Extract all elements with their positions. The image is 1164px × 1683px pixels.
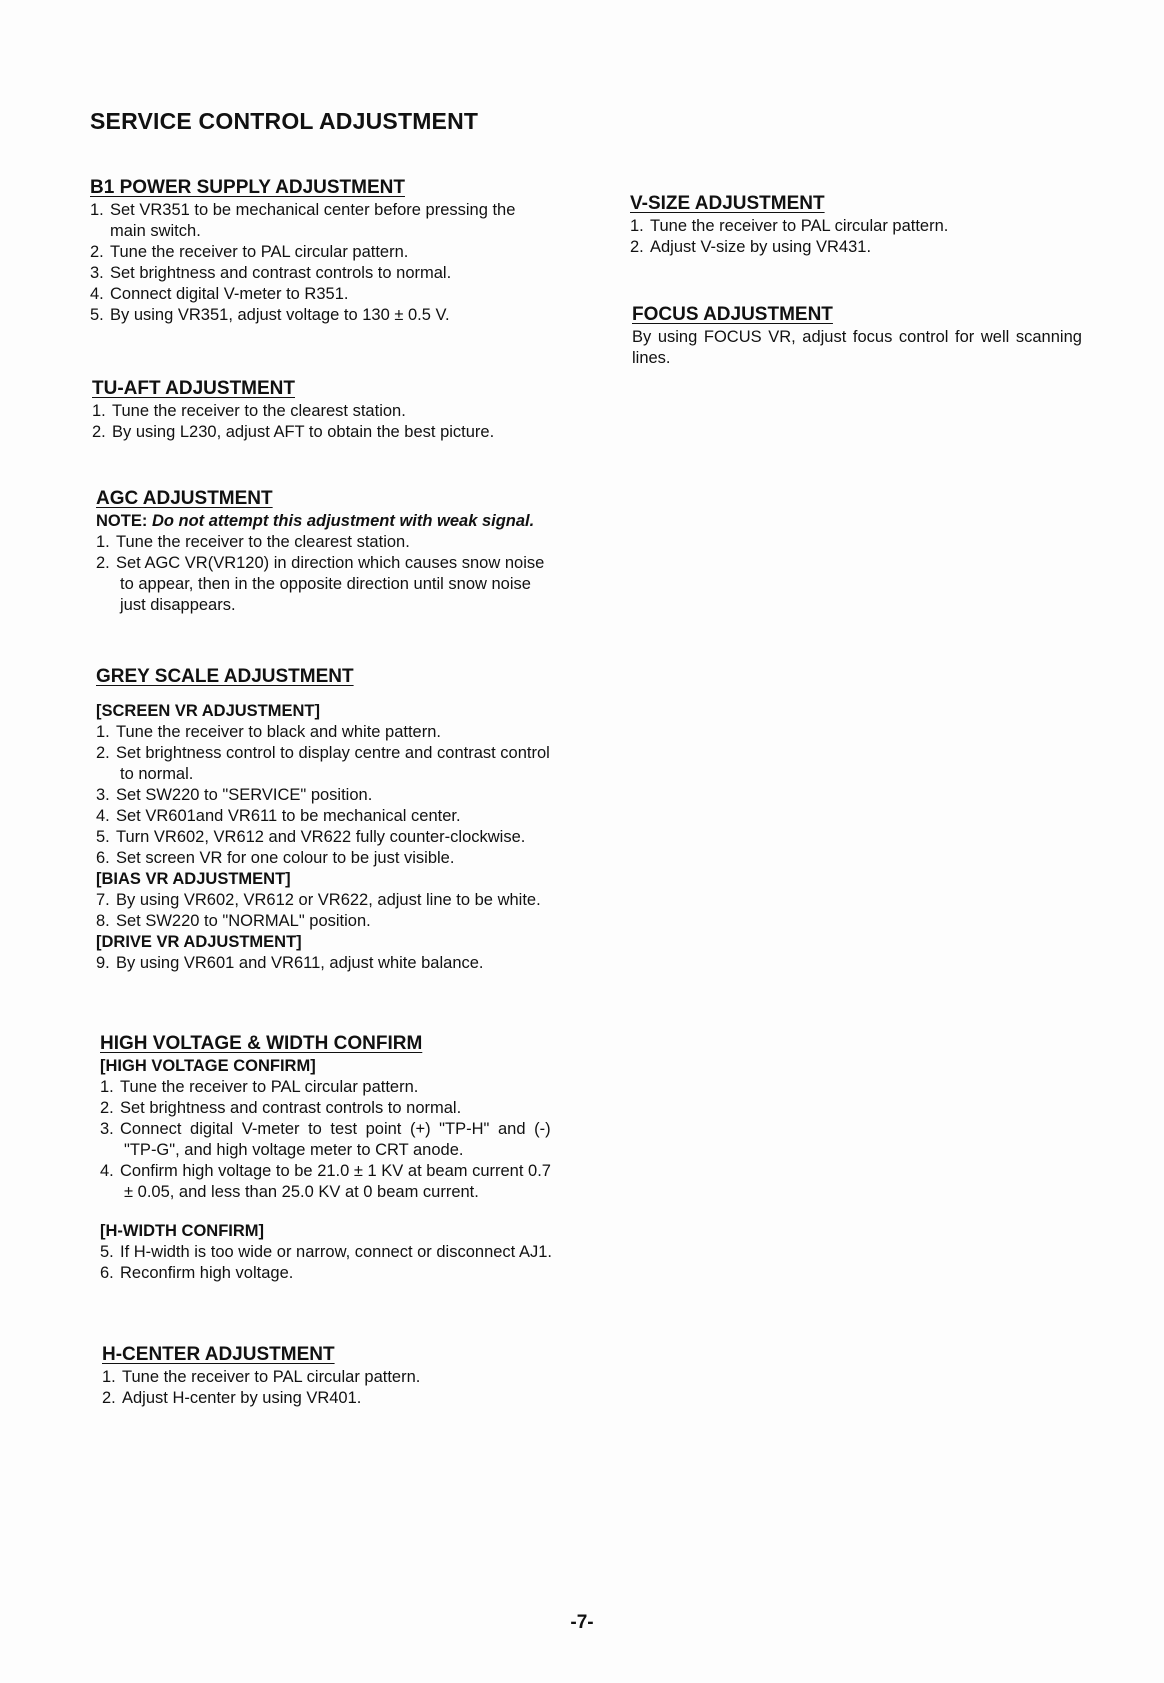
list-item-continuation: main switch. — [110, 222, 201, 240]
page-title: SERVICE CONTROL ADJUSTMENT — [90, 108, 479, 134]
list-item: 1. Tune the receiver to PAL circular pattern. — [102, 1368, 421, 1386]
list-item: 2. By using L230, adjust AFT to obtain the best picture. — [92, 423, 495, 441]
agc-note — [96, 511, 596, 532]
list-item: 1. Set VR351 to be mechanical center before pressing the — [90, 201, 516, 219]
list-item-continuation: "TP-G", and high voltage meter to CRT anode. — [124, 1141, 464, 1159]
h-center-section — [102, 1344, 604, 1409]
list-item: 3. Set brightness and contrast controls to normal. — [90, 264, 452, 282]
list-item-continuation: just disappears. — [120, 596, 236, 614]
list-item: 7. By using VR602, VR612 or VR622, adjust line to be white. — [96, 891, 541, 909]
focus-text-continuation: lines. — [632, 349, 671, 367]
focus-text: By using FOCUS VR, adjust focus control for well scanning — [632, 328, 1082, 346]
list-item: 2. Set brightness control to display centre and contrast control — [96, 744, 550, 762]
agc-heading: AGC ADJUSTMENT — [96, 488, 273, 509]
list-item: 5. Turn VR602, VR612 and VR622 fully counter-clockwise. — [96, 828, 526, 846]
list-item: 6. Reconfirm high voltage. — [100, 1264, 294, 1282]
list-item-continuation: ± 0.05, and less than 25.0 KV at 0 beam current. — [124, 1183, 479, 1201]
b1-power-supply-section — [90, 177, 592, 326]
list-item: 2. Adjust V-size by using VR431. — [630, 238, 872, 256]
screen-vr-subheading: [SCREEN VR ADJUSTMENT] — [96, 702, 320, 720]
list-item: 1. Tune the receiver to PAL circular pattern. — [630, 217, 949, 235]
list-item: 3. Connect digital V-meter to test point (+) "TP-H" and (-) — [100, 1120, 551, 1138]
list-item: 4. Connect digital V-meter to R351. — [90, 285, 349, 303]
list-item: 3. Set SW220 to "SERVICE" position. — [96, 786, 373, 804]
hv-confirm-subheading: [HIGH VOLTAGE CONFIRM] — [100, 1057, 316, 1075]
note-text: Do not attempt this adjustment with weak signal. — [151, 512, 535, 530]
grey-scale-section — [96, 666, 606, 974]
drive-vr-subheading: [DRIVE VR ADJUSTMENT] — [96, 933, 302, 951]
list-item: 4. Set VR601and VR611 to be mechanical center. — [96, 807, 461, 825]
note-label: NOTE: — [96, 512, 148, 530]
list-item: 4. Confirm high voltage to be 21.0 ± 1 KV at beam current 0.7 — [100, 1162, 551, 1180]
list-item: 9. By using VR601 and VR611, adjust white balance. — [96, 954, 484, 972]
list-item-continuation: to appear, then in the opposite direction until snow noise — [120, 575, 531, 593]
tu-aft-section — [92, 378, 594, 443]
v-size-heading: V-SIZE ADJUSTMENT — [630, 193, 825, 214]
list-item: 5. If H-width is too wide or narrow, connect or disconnect AJ1. — [100, 1243, 552, 1261]
list-item: 6. Set screen VR for one colour to be just visible. — [96, 849, 455, 867]
list-item: 2. Set AGC VR(VR120) in direction which causes snow noise — [96, 554, 545, 572]
list-item: 5. By using VR351, adjust voltage to 130 ± 0.5 V. — [90, 306, 450, 324]
list-item: 1. Tune the receiver to the clearest station. — [92, 402, 406, 420]
list-item: 2. Adjust H-center by using VR401. — [102, 1389, 362, 1407]
focus-heading: FOCUS ADJUSTMENT — [632, 304, 833, 325]
list-item: 2. Set brightness and contrast controls to normal. — [100, 1099, 462, 1117]
h-width-subheading: [H-WIDTH CONFIRM] — [100, 1222, 265, 1240]
agc-section — [96, 488, 596, 616]
focus-section — [632, 304, 1134, 369]
list-item: 8. Set SW220 to "NORMAL" position. — [96, 912, 371, 930]
high-voltage-heading: HIGH VOLTAGE & WIDTH CONFIRM — [100, 1033, 423, 1054]
page-number: -7- — [570, 1612, 594, 1633]
list-item: 1. Tune the receiver to PAL circular pattern. — [100, 1078, 419, 1096]
list-item: 1. Tune the receiver to black and white pattern. — [96, 723, 441, 741]
tu-aft-heading: TU-AFT ADJUSTMENT — [92, 378, 295, 399]
list-item: 1. Tune the receiver to the clearest station. — [96, 533, 410, 551]
list-item: 2. Tune the receiver to PAL circular pattern. — [90, 243, 409, 261]
h-center-heading: H-CENTER ADJUSTMENT — [102, 1344, 335, 1365]
bias-vr-subheading: [BIAS VR ADJUSTMENT] — [96, 870, 291, 888]
grey-scale-heading: GREY SCALE ADJUSTMENT — [96, 666, 354, 687]
b1-heading: B1 POWER SUPPLY ADJUSTMENT — [90, 177, 405, 198]
v-size-section — [630, 193, 1130, 258]
high-voltage-section — [100, 1033, 610, 1284]
list-item-continuation: to normal. — [120, 765, 194, 783]
